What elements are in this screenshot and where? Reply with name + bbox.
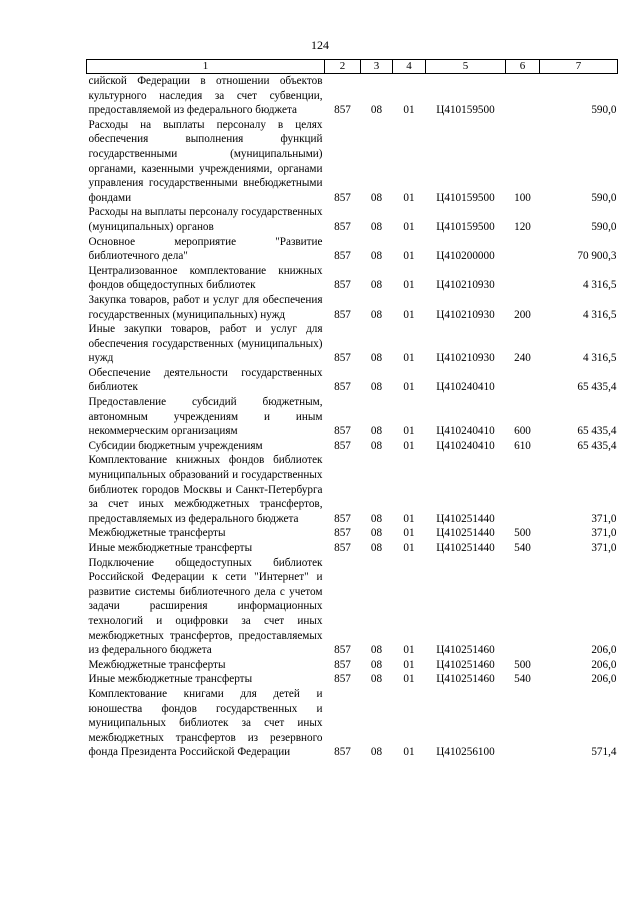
header-col-1: 1: [87, 60, 325, 74]
row-subsection: 01: [403, 220, 415, 233]
row-admin-code: 857: [334, 542, 351, 554]
row-admin-code: 857: [334, 439, 351, 452]
row-admin-code: 857: [334, 746, 351, 759]
row-amount: 65 435,4: [577, 439, 617, 452]
row-admin-code: 857: [334, 512, 351, 525]
row-section: 08: [370, 104, 383, 117]
row-expense-type: [506, 235, 540, 264]
row-admin-code: 857: [334, 425, 351, 438]
row-section: 08: [370, 644, 383, 657]
row-section: 08: [370, 425, 383, 438]
row-section: 08: [370, 673, 383, 686]
row-admin-code: 857: [334, 644, 351, 657]
row-name: Централизованное комплектование книжных фондов общедоступных библиотек: [88, 264, 323, 292]
row-amount: 65 435,4: [577, 425, 617, 438]
page-number: 124: [311, 38, 329, 52]
row-target-article: Ц410159500: [436, 191, 495, 204]
row-amount: 371,0: [591, 527, 617, 540]
row-subsection: 01: [403, 658, 415, 671]
row-amount: 590,0: [591, 220, 617, 233]
row-target-article: Ц410251460: [436, 673, 495, 686]
row-section: 08: [370, 250, 383, 263]
table-row: [87, 264, 618, 293]
row-expense-type: 500: [514, 527, 531, 540]
row-name: Комплектование книгами для детей и юношества фондов государственных и муниципальных библиотек за счет иных межбюджетных трансфертов из резервного фонда Президента Российской Федерации: [88, 687, 323, 759]
row-subsection: 01: [403, 191, 415, 204]
row-expense-type: 500: [514, 658, 531, 671]
row-section: 08: [370, 512, 383, 525]
row-section: 08: [370, 308, 383, 321]
row-admin-code: 857: [334, 673, 351, 686]
table-row: [87, 541, 618, 556]
row-admin-code: 857: [334, 352, 351, 365]
row-admin-code: 857: [334, 220, 351, 233]
table-row: [87, 322, 618, 366]
row-amount: 4 316,5: [582, 308, 617, 321]
row-expense-type: 100: [514, 191, 531, 204]
row-target-article: Ц410251440: [436, 527, 495, 540]
header-col-6: 6: [506, 60, 540, 74]
row-section: 08: [370, 746, 383, 759]
row-expense-type: 540: [514, 542, 531, 554]
row-target-article: Ц410210930: [436, 308, 495, 321]
row-subsection: 01: [403, 673, 415, 686]
row-target-article: Ц410251440: [436, 512, 495, 525]
row-subsection: 01: [403, 542, 415, 554]
row-target-article: Ц410159500: [436, 104, 495, 117]
row-subsection: 01: [403, 746, 415, 759]
row-expense-type: [506, 74, 540, 118]
header-col-4: 4: [393, 60, 426, 74]
row-amount: 206,0: [591, 658, 617, 671]
row-admin-code: 857: [334, 104, 351, 117]
row-expense-type: 600: [514, 425, 531, 438]
row-amount: 4 316,5: [582, 352, 617, 365]
row-name: сийской Федерации в отношении объектов культурного наследия за счет субвенции, предоставляемой из федерального бюджета: [88, 75, 323, 117]
row-name: Предоставление субсидий бюджетным, автономным учреждениям и иным некоммерческим организациям: [88, 396, 323, 438]
row-section: 08: [370, 527, 383, 540]
row-expense-type: [506, 264, 540, 293]
row-expense-type: 200: [514, 308, 531, 321]
row-subsection: 01: [403, 439, 415, 452]
row-expense-type: 240: [514, 352, 531, 365]
table-row: [87, 658, 618, 673]
row-name: Расходы на выплаты персоналу государственных (муниципальных) органов: [88, 206, 323, 233]
row-amount: 371,0: [591, 542, 617, 554]
row-admin-code: 857: [334, 191, 351, 204]
row-admin-code: 857: [334, 308, 351, 321]
row-name: Подключение общедоступных библиотек Российской Федерации к сети "Интернет" и развитие системы библиотечного дела с учетом задачи расширения информационных технологий и оцифровки за счет иных межбюджетных трансфертов, предоставляемых из федерального бюджета: [88, 556, 323, 657]
row-target-article: Ц410251440: [436, 542, 495, 554]
table-row: [87, 293, 618, 322]
row-amount: 206,0: [591, 673, 617, 686]
table-row: [87, 118, 618, 206]
table-header: [87, 60, 618, 74]
row-section: 08: [370, 658, 383, 671]
row-name: Закупка товаров, работ и услуг для обеспечения государственных (муниципальных) нужд: [88, 293, 323, 321]
table-row: [87, 526, 618, 541]
row-section: 08: [370, 542, 383, 554]
row-name: Иные закупки товаров, работ и услуг для обеспечения государственных (муниципальных) нужд: [88, 323, 323, 365]
budget-table: [86, 59, 618, 760]
header-col-2: 2: [325, 60, 361, 74]
table-row: [87, 453, 618, 526]
row-target-article: Ц410210930: [436, 352, 495, 365]
row-target-article: Ц410240410: [436, 381, 495, 394]
row-target-article: Ц410159500: [436, 220, 495, 233]
row-name: Межбюджетные трансферты: [88, 527, 226, 540]
row-name: Межбюджетные трансферты: [88, 658, 226, 671]
row-subsection: 01: [403, 425, 415, 438]
row-expense-type: [506, 556, 540, 658]
row-name: Субсидии бюджетным учреждениям: [88, 439, 263, 452]
row-admin-code: 857: [334, 527, 351, 540]
table-row: [87, 205, 618, 234]
header-col-5: 5: [426, 60, 506, 74]
row-name: Обеспечение деятельности государственных библиотек: [88, 366, 323, 394]
row-section: 08: [370, 381, 383, 394]
row-expense-type: [506, 453, 540, 526]
row-admin-code: 857: [334, 658, 351, 671]
row-subsection: 01: [403, 527, 415, 540]
row-target-article: Ц410200000: [436, 250, 495, 263]
row-target-article: Ц410256100: [436, 746, 495, 759]
row-subsection: 01: [403, 352, 415, 365]
row-admin-code: 857: [334, 279, 351, 292]
table-row: [87, 556, 618, 658]
table-row: [87, 672, 618, 687]
row-target-article: Ц410240410: [436, 439, 495, 452]
row-name: Комплектование книжных фондов библиотек муниципальных образований и государственных библиотек городов Москвы и Санкт-Петербурга за счет иных межбюджетных трансфертов, предоставляемых из федерального бюджета: [88, 454, 323, 525]
row-amount: 590,0: [591, 191, 617, 204]
row-admin-code: 857: [334, 381, 351, 394]
row-section: 08: [370, 439, 383, 452]
row-subsection: 01: [403, 512, 415, 525]
row-subsection: 01: [403, 250, 415, 263]
row-subsection: 01: [403, 308, 415, 321]
row-amount: 590,0: [591, 104, 617, 117]
row-amount: 70 900,3: [577, 250, 617, 263]
row-name: Расходы на выплаты персоналу в целях обеспечения выполнения функций государственными (муниципальными) органами, казенными учреждениями, органами управления государственными внебюджетными фондами: [88, 118, 323, 204]
row-section: 08: [370, 352, 383, 365]
row-subsection: 01: [403, 644, 415, 657]
row-amount: 571,4: [591, 746, 617, 759]
row-target-article: Ц410251460: [436, 658, 495, 671]
table-row: [87, 74, 618, 118]
header-col-7: 7: [540, 60, 618, 74]
row-name: Иные межбюджетные трансферты: [88, 542, 253, 554]
row-section: 08: [370, 191, 383, 204]
table-row: [87, 439, 618, 454]
row-admin-code: 857: [334, 250, 351, 263]
table-row: [87, 235, 618, 264]
row-subsection: 01: [403, 104, 415, 117]
row-expense-type: 120: [514, 220, 531, 233]
row-amount: 206,0: [591, 644, 617, 657]
row-target-article: Ц410240410: [436, 425, 495, 438]
row-amount: 371,0: [591, 512, 617, 525]
row-name: Основное мероприятие "Развитие библиотечного дела": [88, 235, 323, 263]
row-expense-type: [506, 687, 540, 760]
row-section: 08: [370, 279, 383, 292]
row-target-article: Ц410210930: [436, 279, 495, 292]
row-subsection: 01: [403, 381, 415, 394]
row-subsection: 01: [403, 279, 415, 292]
row-name: Иные межбюджетные трансферты: [88, 673, 253, 686]
row-target-article: Ц410251460: [436, 644, 495, 657]
table-body: [87, 74, 618, 760]
row-expense-type: 540: [514, 673, 531, 686]
row-section: 08: [370, 220, 383, 233]
row-expense-type: 610: [514, 439, 531, 452]
row-expense-type: [506, 366, 540, 395]
header-col-3: 3: [361, 60, 393, 74]
row-amount: 65 435,4: [577, 381, 617, 394]
table-row: [87, 687, 618, 760]
table-row: [87, 366, 618, 395]
row-amount: 4 316,5: [582, 279, 617, 292]
table-row: [87, 395, 618, 439]
